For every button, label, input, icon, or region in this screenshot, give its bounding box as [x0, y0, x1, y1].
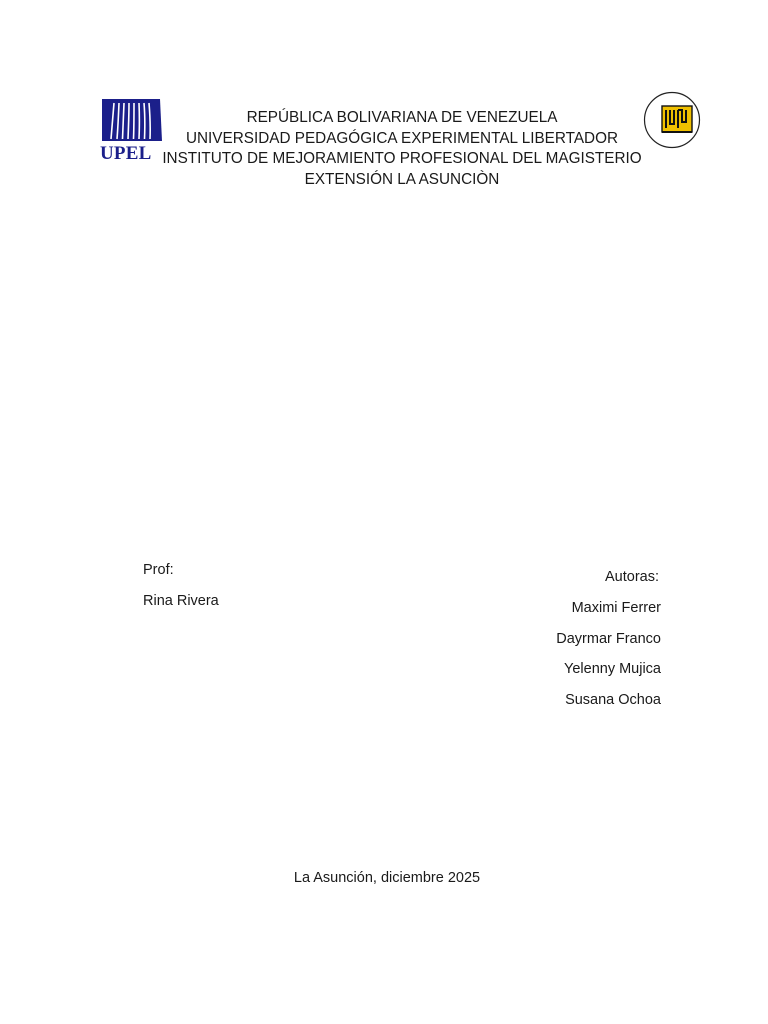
author-name: Dayrmar Franco [556, 630, 661, 647]
author-name: Yelenny Mujica [564, 661, 661, 678]
upel-logo-text: UPEL [100, 143, 152, 164]
header-line-republic: REPÚBLICA BOLIVARIANA DE VENEZUELA [246, 109, 558, 126]
authors-label: Autoras: [605, 569, 659, 585]
header-line-institute: INSTITUTO DE MEJORAMIENTO PROFESIONAL DEL MAGISTERIO [162, 150, 642, 168]
author-name: Susana Ochoa [565, 692, 661, 709]
author-name: Maximi Ferrer [571, 599, 661, 616]
authors-block [556, 562, 661, 716]
institution-header [150, 108, 654, 190]
professor-name: Rina Rivera [143, 593, 219, 609]
professor-label: Prof: [143, 562, 174, 578]
header-line-university: UNIVERSIDAD PEDAGÓGICA EXPERIMENTAL LIBERTADOR [185, 129, 619, 147]
place-date: La Asunción, diciembre 2025 [293, 870, 481, 886]
header-line-extension: EXTENSIÓN LA ASUNCIÒN [304, 170, 500, 188]
